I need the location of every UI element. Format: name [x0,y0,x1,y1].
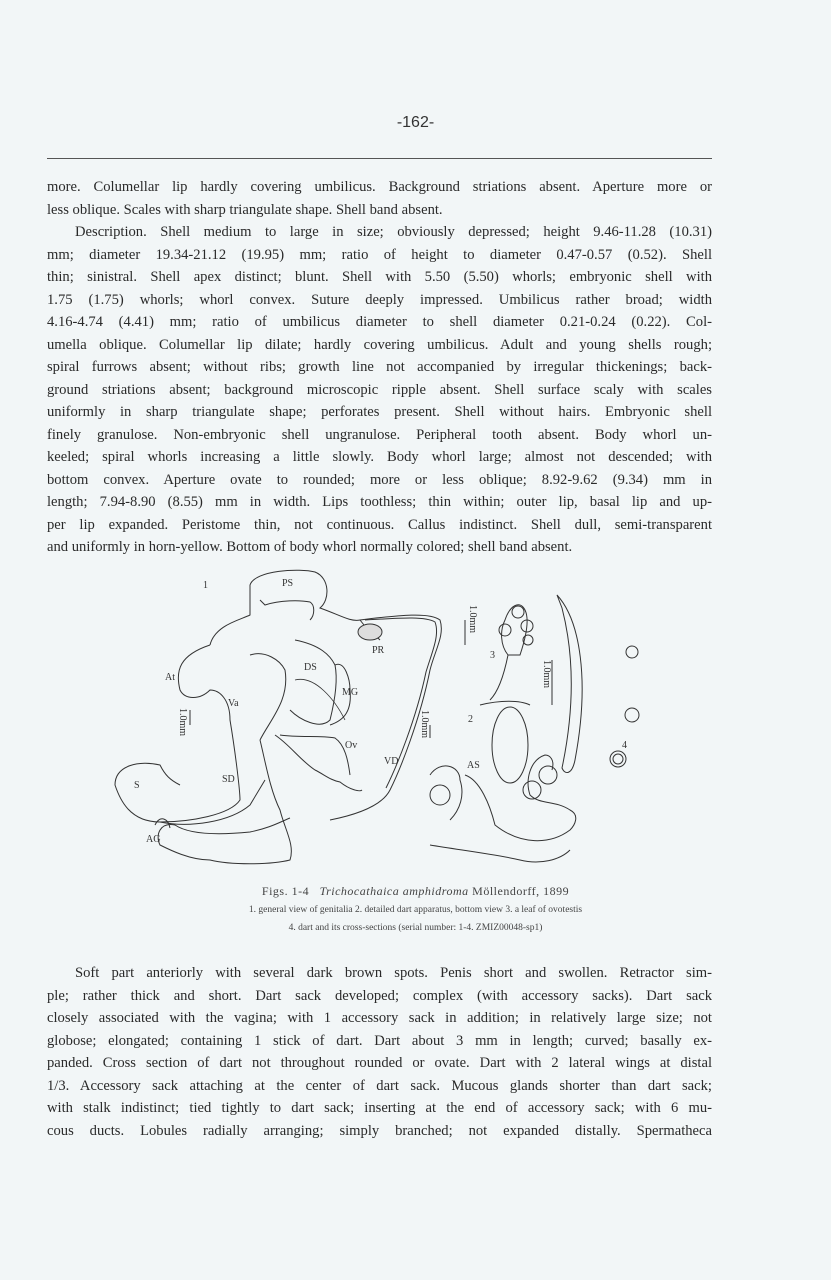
figure-caption-line: 4. dart and its cross-sections (serial number: 1-4. ZMIZ00048-sp1) [288,923,543,933]
paragraph-soft-part [47,962,712,1142]
scale-bar-label: 1.0mm [541,660,552,689]
label-sd: SD [222,774,235,785]
text-line: length; 7.94-8.90 (8.55) mm in width. Lips toothless; thin within; outer lip, basal lip and up- [47,494,712,510]
text-line: keeled; spiral whorls increasing a little slowly. Body whorl large; almost not descended; with [47,449,712,465]
label-va: Va [228,698,239,709]
label-as: AS [467,760,480,771]
label-ov: Ov [345,740,358,751]
text-line: uniformly in sharp triangulate shape; perforates present. Shell without hairs. Embryonic shell [47,404,712,420]
scale-bar-label: 1.0mm [467,605,478,634]
text-line: 4.16-4.74 (4.41) mm; ratio of umbilicus diameter to shell diameter 0.21-0.24 (0.22). Col- [47,314,712,330]
text-line: closely associated with the vagina; with 1 accessory sack in addition; in relatively large size; not [47,1010,712,1026]
text-line: bottom convex. Aperture ovate to rounded; more or less oblique; 8.92-9.62 (9.34) mm in [47,471,712,488]
text-line: 1/3. Accessory sack attaching at the center of dart sack. Mucous glands shorter than dart sack; [47,1077,712,1094]
text-line: thin; sinistral. Shell apex distinct; blunt. Shell with 5.50 (5.50) whorls; embryonic shell with [47,269,712,285]
label-ds: DS [304,662,317,673]
label-fig4: 4 [622,740,627,751]
text-line: spiral furrows absent; without ribs; growth line not accompanied by irregular thickenings; back- [47,359,712,375]
header-rule [47,158,712,159]
text-line: globose; elongated; containing 1 stick of dart. Dart about 3 mm in length; curved; basally ex- [47,1032,712,1049]
paragraph-description [47,221,712,559]
text-line: umella oblique. Columellar lip dilate; hardly covering umbilicus. Adult and young shells rough; [47,336,712,353]
scale-bar-label: 1.0mm [177,708,188,737]
figure-genitalia [100,560,660,880]
text-line: ground striations absent; background microscopic ripple absent. Shell surface scaly with scales [47,381,712,398]
text-line: and uniformly in horn-yellow. Bottom of body whorl normally colored; shell band absent. [47,539,573,555]
label-pr: PR [372,645,385,656]
text-line: cous ducts. Lobules radially arranging; simply branched; not expanded distally. Spermatheca [47,1122,712,1139]
label-ps: PS [282,578,294,589]
text-line: less oblique. Scales with sharp triangulate shape. Shell band absent. [47,201,443,218]
text-line: panded. Cross section of dart not throughout rounded or ovate. Dart with 2 lateral wings at distal [47,1055,712,1071]
paragraph-diagnosis-end [47,176,712,221]
text-line: with stalk indistinct; tied tightly to dart sack; inserting at the end of accessory sack; with 6 mu- [47,1100,712,1116]
caption-author: Möllendorff, 1899 [472,884,570,898]
text-line: Soft part anteriorly with several dark brown spots. Penis short and swollen. Retractor sim- [75,965,712,981]
text-line: Description. Shell medium to large in size; obviously depressed; height 9.46-11.28 (10.31) [75,224,712,240]
text-line: ple; rather thick and short. Dart sack developed; complex (with accessory sacks). Dart sack [47,987,712,1004]
label-fig2: 2 [468,714,473,725]
text-line: per lip expanded. Peristome thin, not continuous. Callus indistinct. Shell dull, semi-transparent [47,516,712,533]
text-line: more. Columellar lip hardly covering umbilicus. Background striations absent. Aperture more or [47,179,712,195]
label-ag: AG [146,834,161,845]
label-s: S [134,780,140,791]
label-fig3: 3 [490,650,495,661]
figure-caption-title [0,884,831,899]
genitalia-drawing [100,560,660,880]
label-at: At [165,672,175,683]
label-vd: VD [384,756,399,767]
text-line: 1.75 (1.75) whorls; whorl convex. Suture deeply impressed. Umbilicus rather broad; width [47,291,712,308]
text-line: finely granulose. Non-embryonic shell ungranulose. Peripheral tooth absent. Body whorl un- [47,426,712,443]
figure-caption-line: 1. general view of genitalia 2. detailed dart apparatus, bottom view 3. a leaf of ovotestis [248,905,583,915]
label-mg: MG [342,687,359,698]
text-line: mm; diameter 19.34-21.12 (19.95) mm; ratio of height to diameter 0.47-0.57 (0.52). Shell [47,246,712,263]
scale-bar-label: 1.0mm [419,710,430,739]
page-number: -162- [396,114,435,131]
label-fig1: 1 [203,580,208,591]
caption-figs: Figs. 1-4 [261,884,310,898]
caption-species: Trichocathaica amphidroma [319,884,469,898]
